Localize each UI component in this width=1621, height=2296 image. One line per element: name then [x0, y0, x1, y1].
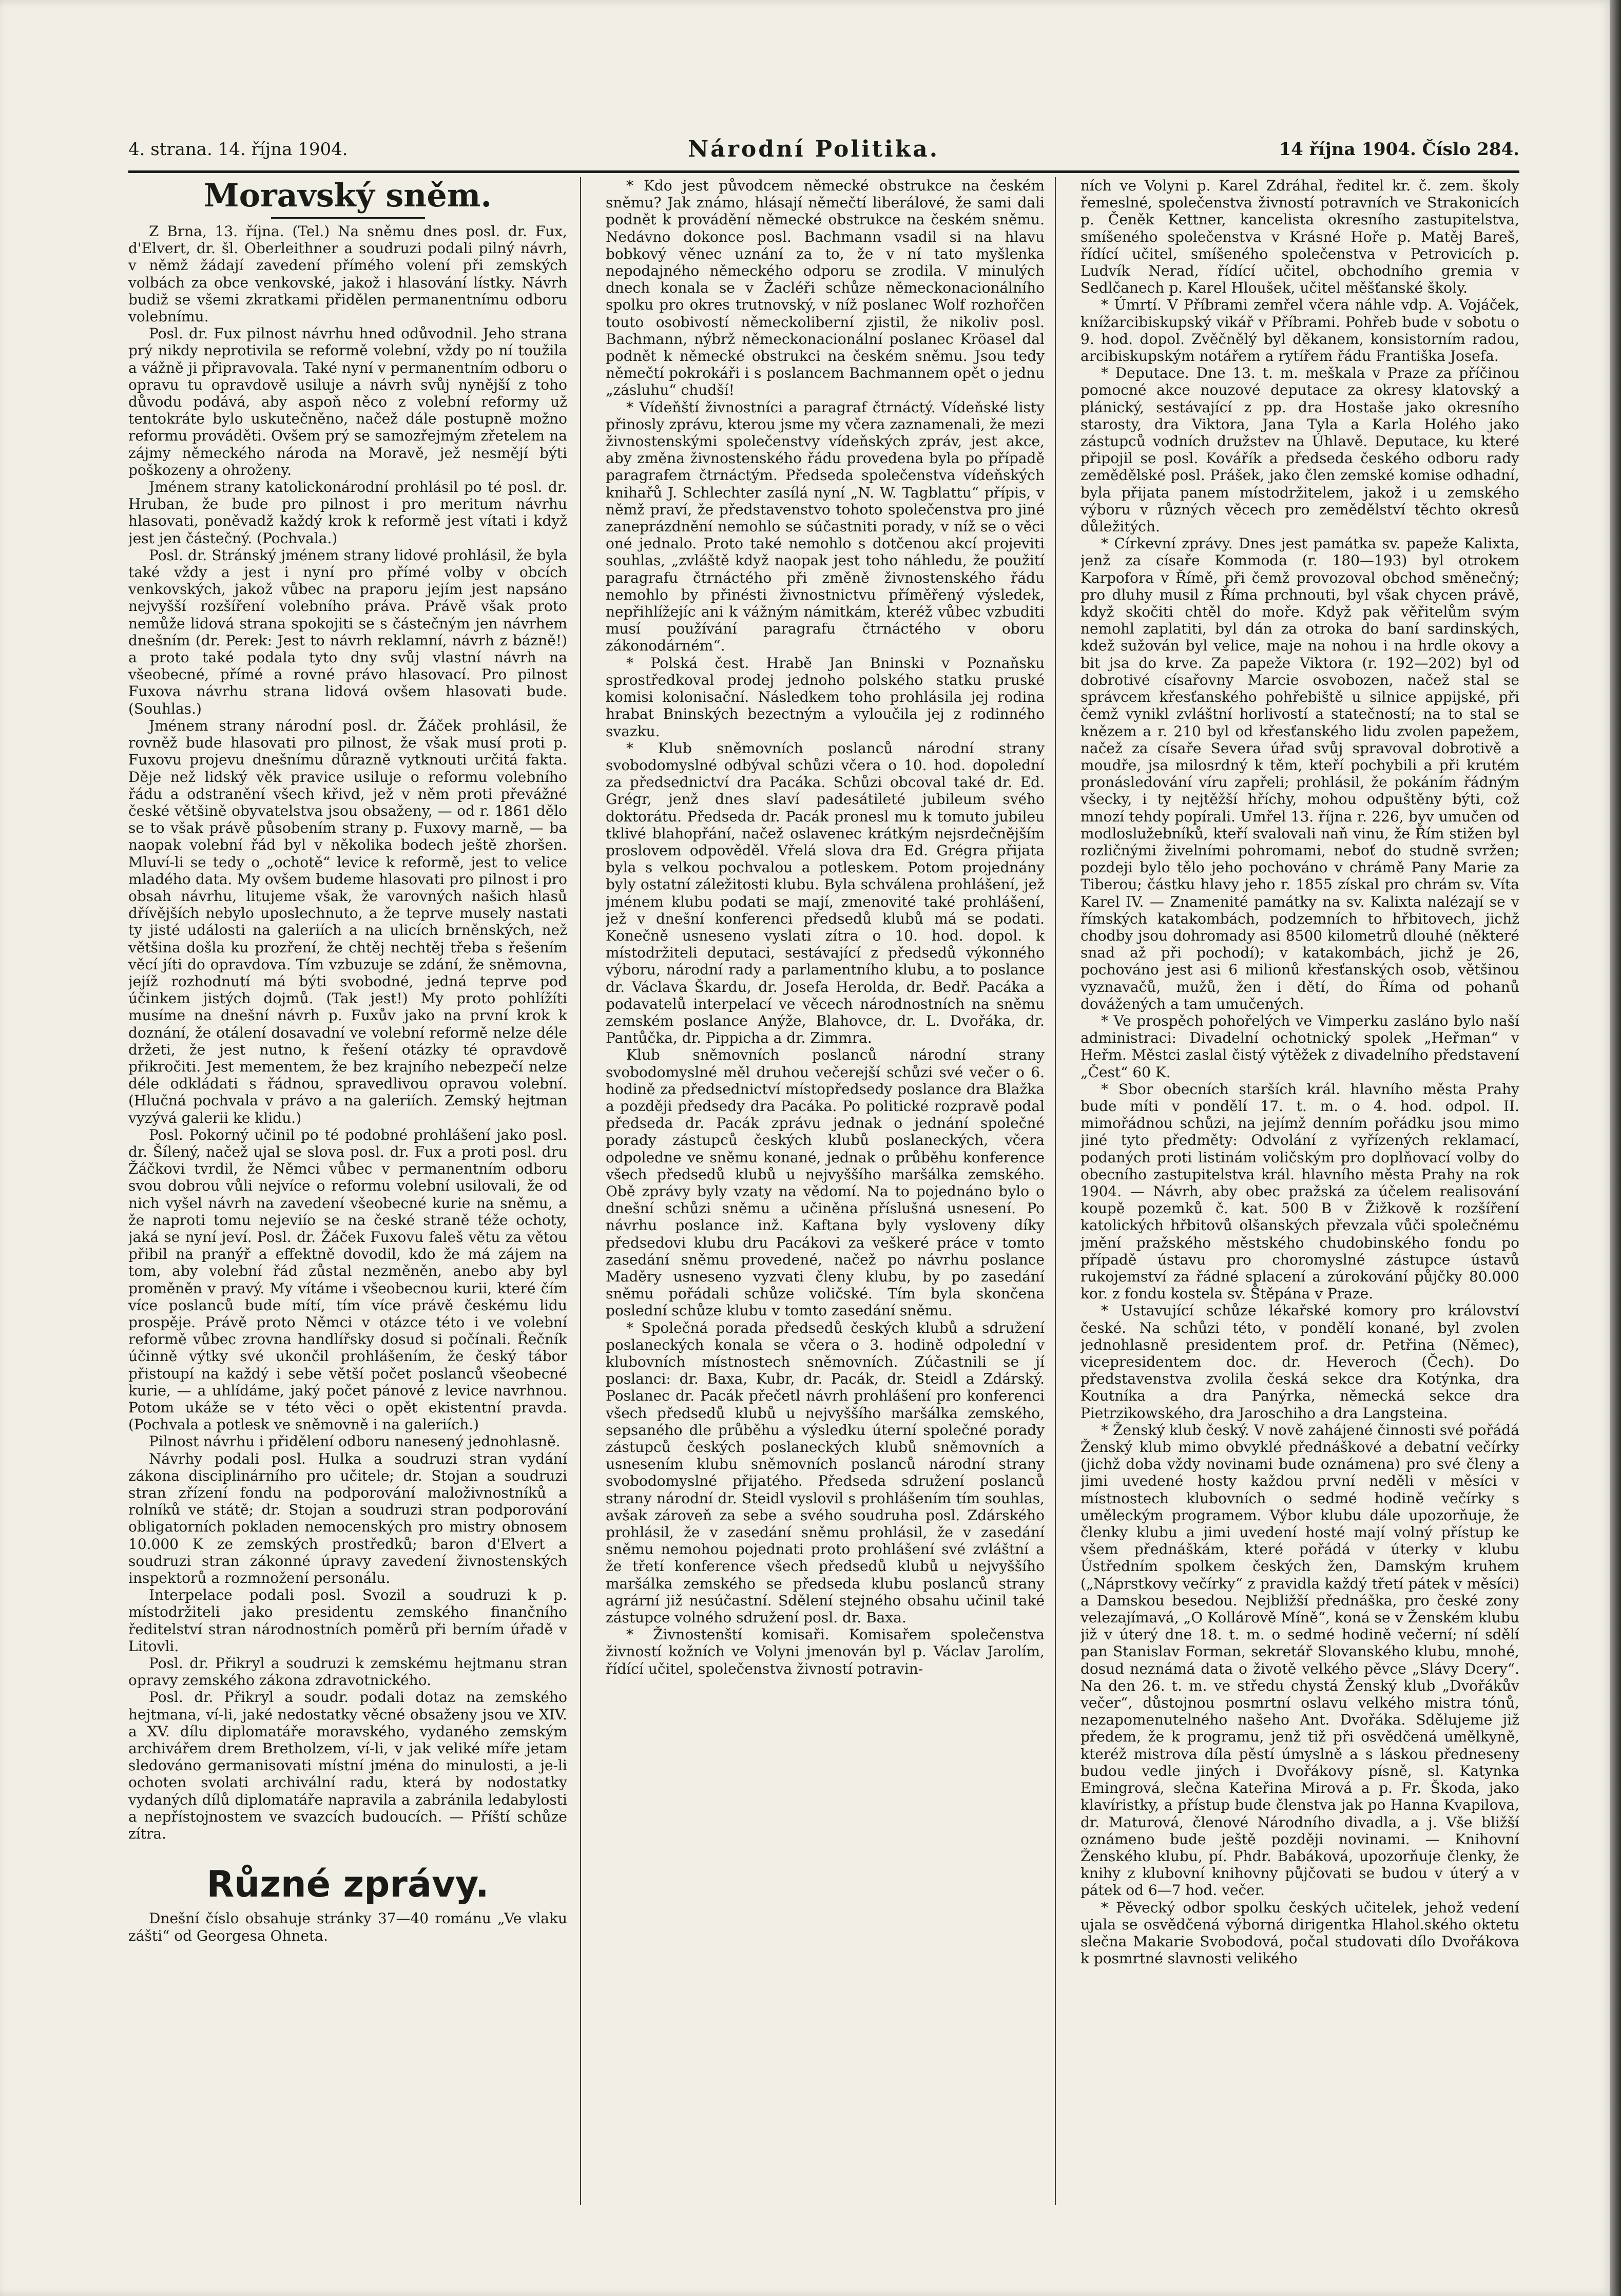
article-paragraph: ních ve Volyni p. Karel Zdráhal, ředitel kr. č. zem. školy řemeslné, společenstva živností potravních ve Strakonicích p. Čeněk Kettner, kancelista okresního zastupitelstva, smíšeného společenstva v Krásné Hoře p. Matěj Bareš, řídící učitel, smíšeného společenstva v Petrovicích p. Ludvík Nerad, řídící učitel, obchodního gremia v Sedlčanech p. Karel Hloušek, učitel měšťanské školy. — [1080, 177, 1519, 297]
article-paragraph: * Klub sněmovních poslanců národní strany svobodomyslné odbýval schůzi včera o 10. hod. dopolední za předsednictví dra Pacáka. Schůzi obcoval také dr. Ed. Grégr, jenž dnes slaví padesátileté jubileum svého doktorátu. Předseda dr. Pacák pronesl mu k tomuto jubileu tklivé blahopřání, načež oslavenec krátkým nejsrdečnějším proslovem odpověděl. Vřelá slova dra Ed. Grégra přijata byla s velkou pochvalou a potleskem. Potom projednány byly ostatní záležitosti klubu. Byla schválena prohlášení, jež jménem klubu podati se mají, zmenovité také prohlášení, jež v dnešní konferenci předsedů klubů má se podati. Konečně usneseno vyslati zítra o 10. hod. dopol. k místodržiteli deputaci, sestávající z předsedů výkonného výboru, národní rady a parlamentního klubu, a to poslance dr. Václava Škardu, dr. Josefa Herolda, dr. Bedř. Pacáka a podavatelů interpelací ve věcech národnostních na sněmu zemském poslance Anýže, Blahovce, dr. L. Dvořáka, dr. Pantůčka, dr. Pippicha a dr. Zimmra. — [606, 739, 1045, 1047]
section-title-moravsky-snem: Moravský sněm. — [204, 177, 492, 214]
article-paragraph: Interpelace podali posl. Svozil a soudruzi k p. místodržiteli jako presidentu zemského finančního ředitelství stran národnostních poměrů při berním úřadě v Litovli. — [128, 1586, 567, 1655]
page-header — [128, 136, 1519, 167]
article-paragraph: Jménem strany národní posl. dr. Žáček prohlásil, že rovněž bude hlasovati pro pilnost, že však musí proti p. Fuxovu projevu dnešnímu důrazně vytknouti určitá fakta. Děje než lidský věk pravice usiluje o reformu volebního řádu a odstranění všech křivd, jež v něm proti převážné české většině obyvatelstva jsou obsaženy, — od r. 1861 dělo se to však právě působením strany p. Fuxovy marně, — ba naopak volební řád byl v několika bodech ještě zhoršen. Mluví-li se tedy o „ochotě“ levice k reformě, jest to velice mladého data. My ovšem budeme hlasovati pro pilnost i pro obsah návrhu, litujeme však, že varovných našich hlasů dřívějších nebylo uposlechnuto, a že teprve musely nastati ty jisté události na galeriích a na ulicích brněnských, než většina došla ku prozření, že chtěj nechtěj třeba s řešením věcí jíti do opravdova. Tím vzbuzuje se zdání, že sněmovna, jejíž rozhodnutí má býti svobodné, jedná teprve pod účinkem jistých dojmů. (Tak jest!) My proto pohlížíti musíme na dnešní návrh p. Fuxův jako na první krok k doznání, že otálení dosavadní ve volební reformě nelze déle držeti, že jest nutno, k řešení otázky té opravdově přikročiti. Jest mementem, že bez krajního nebezpečí nelze déle odkládati s řádnou, spravedlivou opravou volební. (Hlučná pochvala v právo a na galeriích. Zemský hejtman vyzývá galerii ke klidu.) — [128, 717, 567, 1126]
article-paragraph: * Ženský klub český. V nově zahájené činnosti své pořádá Ženský klub mimo obvyklé přednáškové a debatní večírky (jichž doba vždy novinami bude oznámena) pro své členy a jimi uvedené hosty každou první neděli v měsíci v místnostech klubovních o sedmé hodině večírky s uměleckým programem. Výbor klubu dále upozorňuje, že členky klubu a jimi uvedení hosté mají volný přístup ke všem přednáškám, které pořádá v úterky v klubu Ústředním spolkem českých žen, Damským kruhem („Náprstkovy večírky“ z pravidla každý třetí pátek v měsíci) a Damskou besedou. Nejbližší přednáška, pro české zony velezajímavá, „O Kollárově Míně“, koná se v Ženském klubu již v úterý dne 18. t. m. o sedmé hodině večerní; ní sdělí pan Stanislav Forman, sekretář Slovanského klubu, mnohé, dosud neznámá data o životě velkého pěvce „Slávy Dcery“. Na den 26. t. m. ve středu chystá Ženský klub „Dvořákův večer“, důstojnou posmrtní oslavu velkého mistra tónů, nezapomenutelného našeho Ant. Dvořáka. Sdělujeme již předem, že k programu, jenž tiž při osvědčená umělkyně, kteréž mistrova díla pěstí úmyslně a s láskou předneseny budou vedle jiných i Dvořákovy písně, sl. Katynka Emingrová, slečna Kateřina Mirová a p. Fr. Škoda, jako klavíristky, a přístup bude členstva jak po Hanna Kvapilova, dr. Maturová, členové Národního divadla, a j. Vše bližší oznámeno bude ještě později novinami. — Knihovní Ženského klubu, pí. Phdr. Babáková, upozorňuje členky, že knihy z klubovní knihovny půjčovati se budou v úterý a v pátek od 6—7 hod. večer. — [1080, 1421, 1519, 1899]
article-paragraph: Z Brna, 13. října. (Tel.) Na sněmu dnes posl. dr. Fux, d'Elvert, dr. šl. Oberleithner a soudruzi podali pilný návrh, v němž žádají zavedení přímého volení při zemských volbách za obce venkovské, jakož i hlasování lístky. Návrh budiž se všemi zkratkami přidělen permanentnímu odboru volebnímu. — [128, 223, 567, 326]
article-paragraph: * Sbor obecních starších král. hlavního města Prahy bude míti v pondělí 17. t. m. o 4. hod. odpol. II. mimořádnou schůzi, na jejímž denním pořádku jsou mimo jiné tyto předměty: Odvolání z vyřízených reklamací, podaných proti listinám voličským pro doplňovací volby do obecního zastupitelstva král. hlavního města Prahy na rok 1904. — Návrh, aby obec pražská za účelem realisování koupě pozemků č. kat. 500 B v Žižkově k rozšíření katolických hřbitovů olšanských převzala vůči společnému jmění pražského městského chudobinského fondu po případě ústavu pro choromyslné zástupce ústavů rukojemství za řádné splacení a zúrokování půjčky 80.000 kor. z fondu kostela sv. Štěpána v Praze. — [1080, 1080, 1519, 1303]
article-paragraph: Pilnost návrhu i přidělení odboru nanesený jednohlasně. — [149, 1433, 561, 1450]
article-paragraph: * Ve prospěch pohořelých ve Vimperku zasláno bylo naší administraci: Divadelní ochotnický spolek „Heřman“ v Heřm. Městci zaslal čistý výtěžek z divadelního představení „Čest“ 60 K. — [1080, 1012, 1519, 1081]
article-paragraph: * Kdo jest původcem německé obstrukce na českém sněmu? Jak známo, hlásají němečtí liberálové, že sami dali podnět k provádění německé obstrukce na českém sněmu. Nedávno dokonce posl. Bachmann vsadil si na hlavu bobkový věnec uznání za to, že v ní tato myšlenka nepodajného německého odporu se zrodila. V minulých dnech konala se v Žacléři schůze německonacionálního spolku pro okres trutnovský, v níž poslanec Wolf rozhořčen touto osobivostí německoliberní zjistil, že nikoliv posl. Bachmann, nýbrž německonacionální poslanec Kröasel dal podnět k německé obstrukci na českém sněmu. Jsou tedy němečtí pokrokáři i s poslancem Bachmannem opět o jednu „zásluhu“ chudší! — [606, 177, 1045, 399]
article-paragraph: Posl. dr. Fux pilnost návrhu hned odůvodnil. Jeho strana prý nikdy neprotivila se reformě volební, vždy po ní toužila a vážně ji připravovala. Také nyní v permanentním odboru o opravu tu opravdově usiluje a návrh svůj nynější z toho důvodu podává, aby aspoň něco z volební reformy už tentokráte bylo uskutečněno, načež dále postupně možno reformu prováděti. Ovšem prý se samozřejmým zřetelem na zájmy německého národa na Moravě, jež nesmějí býti poškozeny a ohroženy. — [128, 325, 567, 479]
page-edge-shadow — [1610, 0, 1621, 2296]
column-separator — [580, 177, 581, 2205]
article-paragraph: * Ustavující schůze lékařské komory pro království české. Na schůzi této, v pondělí konané, byl zvolen jednohlasně presidentem prof. dr. Petřina (Němec), vicepresidentem doc. dr. Heveroch (Čech). Do představenstva zvolila česká sekce dra Kotýnka, dra Koutníka a dra Panýrka, německá sekce dra Pietrzikowského, dra Jaroschiho a dra Langsteina. — [1080, 1302, 1519, 1422]
section-title-ruzne-zpravy: Různé zprávy. — [206, 1863, 489, 1906]
article-paragraph: * Pěvecký odbor spolku českých učitelek, jehož vedení ujala se osvědčená výborná dirigentka Hlahol.ského oktetu slečna Makarie Svobodová, počal studovati dílo Dvořákova k posmrtné slavnosti velikého — [1080, 1899, 1519, 1967]
article-paragraph: * Církevní zprávy. Dnes jest památka sv. papeže Kalixta, jenž za císaře Kommoda (r. 180—193) byl otrokem Karpofora v Římě, při čemž provozoval obchod směnečný; pro dluhy musil z Říma prchnouti, byl však chycen právě, když skočiti chtěl do moře. Když pak věřitelům svým nemohl zaplatiti, byl dán za otroka do baní sardinských, kdež sužován byl velice, maje na nohou i na hrdle okovy a bit jsa do krve. Za papeže Viktora (r. 192—202) byl od dobrotivé císařovny Marcie osvobozen, načež stal se správcem křesťanského pohřebiště u silnice appijské, při čemž vynikl zvláštní horlivostí a statečností; na to stal se knězem a r. 210 byl od křesťanského lidu zvolen papežem, načež za císaře Severa úřad svůj spravoval dobrotivě a moudře, jsa milosrdný k těm, kteří pochybili a při krutém pronásledování víru zapřeli; prohlásil, že pokáním řádným všecky, i ty nejtěžší hříchy, mohou odpuštěny býti, což mnozí tehdy popírali. Umřel 13. října r. 226, byv umučen od modloslužebníků, kteří svalovali naň vinu, že Řím stižen byl rozličnými živelními pohromami, neboť do studně svržen; pozdeji bylo tělo jeho pochováno v chrámě Pany Marie za Tiberou; částku hlavy jeho r. 1855 získal pro chrám sv. Víta Karel IV. — Znamenité památky na sv. Kalixta nalézají se v římských katakombách, podzemních to hřbitovech, jichž chodby jsou dohromady asi 8500 kilometrů dlouhé (některé snad až při pochodí); v katakombách, jichž je 26, pochováno jest asi 6 milionů křesťanských osob, většinou vyznavačů, mužů, žen i dětí, do Říma od pohanů dovážených a tam umučených. — [1080, 535, 1519, 1012]
article-paragraph: * Společná porada předsedů českých klubů a sdružení poslaneckých konala se včera o 3. hodině odpolední v klubovních místnostech sněmovních. Zúčastnili se jí poslanci: dr. Baxa, Kubr, dr. Pacák, dr. Steidl a Zdárský. Poslanec dr. Pacák přečetl návrh prohlášení pro konferenci všech předsedů klubů u nejvyššího maršálka zemského, sepsaného dle průběhu a výsledku úterní společné porady zástupců českých poslaneckých klubů sněmovních a usnesením klubu sněmovních poslanců národní strany svobodomyslné přijatého. Předseda sdružení poslanců strany národní dr. Steidl vyslovil s prohlášením tím souhlas, avšak zároveň za sebe a svého soudruha posl. Zdárského prohlásil, že v zasedání sněmu prohlásil, že v zasedání sněmu nemohou pojednati proto prohlášení své zvláštní a že třetí konference všech předsedů klubů u nejvyššího maršálka zemského se předseda klubu poslanců strany agrární již nesúčastní. Sdělení stejného obsahu učinil také zástupce volného sdružení posl. dr. Baxa. — [606, 1319, 1045, 1627]
article-paragraph: Klub sněmovních poslanců národní strany svobodomyslné měl druhou večerejší schůzi své večer o 6. hodině za předsednictví místopředsedy poslance dra Blažka a později předsedy dra Pacáka. Po politické rozpravě podal předseda dr. Pacák zprávu jednak o jednání společné porady zástupců českých klubů poslaneckých, včera odpoledne ve sněmu konané, jednak o průběhu konference všech předsedů klubů u nejvyššího maršálka zemského. Obě zprávy byly vzaty na vědomí. Na to pojednáno bylo o dnešní schůzi sněmu a učiněna příslušná usnesení. Po návrhu poslance inž. Kaftana byly vysloveny díky předsedovi klubu dru Pacákovi za veškeré práce v tomto zasedání sněmu provedené, načež po návrhu poslance Maděry usneseno vyzvati členy klubu, by po zasedání sněmu pořádali schůze voličské. Tím byla skončena poslední schůze klubu v tomto zasedání sněmu. — [606, 1046, 1045, 1319]
header-rule — [128, 170, 1519, 173]
column-1 — [128, 177, 567, 2205]
column-separator — [1055, 177, 1056, 2205]
masthead-title: Národní Politika. — [688, 136, 940, 162]
article-paragraph: * Vídeňští živnostníci a paragraf čtrnáctý. Vídeňské listy přinosly zprávu, kterou jsme my včera zaznamenali, že mezi živnostenskými společenstvy vídeňských zpráv, jest akce, aby změna živnostenského řádu provedena byla po případě paragrafem čtrnáctým. Předseda společenstva vídeňských knihařů J. Schlechter zasílá nyní „N. W. Tagblattu“ přípis, v němž praví, že představenstvo tohoto společenstva pro jiné zaneprázdnění nemohlo se súčastniti porady, v níž se o věci oné jednalo. Proto také nemohlo s dotčenou akcí projeviti souhlas, „zvláště když naopak jest toho náhledu, že použití paragrafu čtrnáctého při změně živnostenského řádu nemohlo by přinésti živnostnictvu příměřený výsledek, nepřihlížejíc ani k vážným námitkám, kteréž vůbec vzbuditi musí používání paragrafu čtrnáctého v oboru zákonodárném“. — [606, 398, 1045, 655]
article-paragraph: * Deputace. Dne 13. t. m. meškala v Praze za příčinou pomocné akce nouzové deputace za okresy klatovský a plánický, sestávající z pp. dra Hostaše jako okresního starosty, dra Viktora, Jana Tyla a Karla Holého jako zástupců vodních družstev na Úhlavě. Deputace, ku které připojil se posl. Kovářík a předseda českého odboru rady zemědělské posl. Prášek, jako člen zemské komise odhadní, byla přijata panem místodržitelem, jakož i u zemského výboru v různých věcech pro zemědělství těchto okresů důležitých. — [1080, 365, 1519, 535]
article-paragraph: Posl. Pokorný učinil po té podobné prohlášení jako posl. dr. Šílený, načež ujal se slova posl. dr. Fux a proti posl. dru Žáčkovi tvrdil, že Němci vůbec v permanentním odboru svou dobrou vůli nejvíce o reformu volební usilovali, že od nich vyšel návrh na zavedení všeobecné kurie na sněmu, a že naproti tomu nejeviío se na české straně téže ochoty, jaká se nyní jeví. Posl. dr. Žáček Fuxovu faleš větu za větou přibil na pranýř a effektně dovodil, kdo že má zájem na tom, aby volební řád zůstal nezměněn, anebo aby byl proměněn v pravý. My vítáme i všeobecnou kurii, které čím více poslanců bude mítí, tím více právě českému lidu prospěje. Právě proto Němci v otázce této i ve volební reformě vůbec zrovna handlířsky dosud si počínali. Řečník účinně výtky své ukončil prohlášením, že český tábor přistoupí na každý i sebe větší počet poslanců všeobecné kurie, — a uhlídáme, jaký počet pánové z levice navrhnou. Potom ukáže se v této věci o opět ekistentní pravda. (Pochvala a potlesk ve sněmovně i na galeriích.) — [128, 1126, 567, 1433]
header-page-left: 4. strana. 14. října 1904. — [128, 139, 348, 160]
article-paragraph: Posl. dr. Přikryl a soudruzi k zemskému hejtmanu stran opravy zemského zákona zdravotnického. — [128, 1655, 567, 1689]
article-paragraph: * Úmrtí. V Příbrami zemřel včera náhle vdp. A. Vojáček, knížarcibiskupský vikář v Příbrami. Pohřeb bude v sobotu o 9. hod. dopol. Zvěčnělý byl děkanem, konsistorním radou, arcibiskupským notářem a rytířem řádu Františka Josefa. — [1080, 296, 1519, 365]
column-2 — [606, 177, 1045, 2205]
article-paragraph: Dnešní číslo obsahuje stránky 37—40 románu „Ve vlaku zášti“ od Georgesa Ohneta. — [128, 1910, 567, 1944]
article-paragraph: * Polská čest. Hrabě Jan Bninski v Poznaňsku sprostředkoval prodej jednoho polského statku pruské komisi kolonisační. Následkem toho prohlásila jej rodina hrabat Bninských bezectným a vyloučila jej z rodinného svazku. — [606, 654, 1045, 740]
column-3 — [1080, 177, 1519, 2205]
section-title-rule — [271, 217, 425, 219]
article-paragraph: * Živnostenští komisaři. Komisařem společenstva živností kožních ve Volyni jmenován byl p. Václav Jarolím, řídící učitel, společenstva živností potravin- — [606, 1626, 1045, 1677]
article-paragraph: Posl. dr. Stránský jménem strany lidové prohlásil, že byla také vždy a jest i nyní pro přímé volby v obcích venkovských, jakož vůbec na praporu jejím jest napsáno nejvyšší rozšíření volebního práva. Právě však proto nemůže lidová strana spokojiti se s částečným jen návrhem dnešním (dr. Perek: Jest to návrh reklamní, návrh z bázně!) a proto také podala tyto dny svůj vlastní návrh na všeobecné, přímé a rovné právo hlasovací. Pro pilnost Fuxova návrhu strana lidová ovšem hlasovati bude. (Souhlas.) — [128, 546, 567, 717]
header-page-right: 14 října 1904. Číslo 284. — [1279, 139, 1519, 160]
article-paragraph: Posl. dr. Přikryl a soudr. podali dotaz na zemského hejtmana, ví-li, jaké nedostatky věcné obsaženy jsou ve XIV. a XV. dílu diplomatáře moravského, vydaného zemským archivářem drem Bretholzem, ví-li, v jak veliké míře jetam sledováno germanisovati místní jména do minulosti, a je-li ochoten svolati archivální radu, která by nodostatky vydaných dílů diplomatáře napravila a zabránila ledabylosti a nepřístojnostem ve svazcích budoucích. — Příští schůze zítra. — [128, 1689, 567, 1843]
article-paragraph: Návrhy podali posl. Hulka a soudruzi stran vydání zákona disciplinárního pro učitele; dr. Stojan a soudruzi stran zřízení fondu na podporování maloživnostníků a rolníků ve státě; dr. Stojan a soudruzi stran podporování obligatorních pokladen nemocenských pro mistry obnosem 10.000 K ze zemských prostředků; baron d'Elvert a soudruzi stran zákonné úpravy zavedení živnostenských inspektorů a rozmnožení personálu. — [128, 1450, 567, 1587]
article-paragraph: Jménem strany katolickonárodní prohlásil po té posl. dr. Hruban, že bude pro pilnost i pro meritum návrhu hlasovati, poněvadž každý krok k reformě jest vítati i když jest jen částečný. (Pochvala.) — [128, 479, 567, 547]
